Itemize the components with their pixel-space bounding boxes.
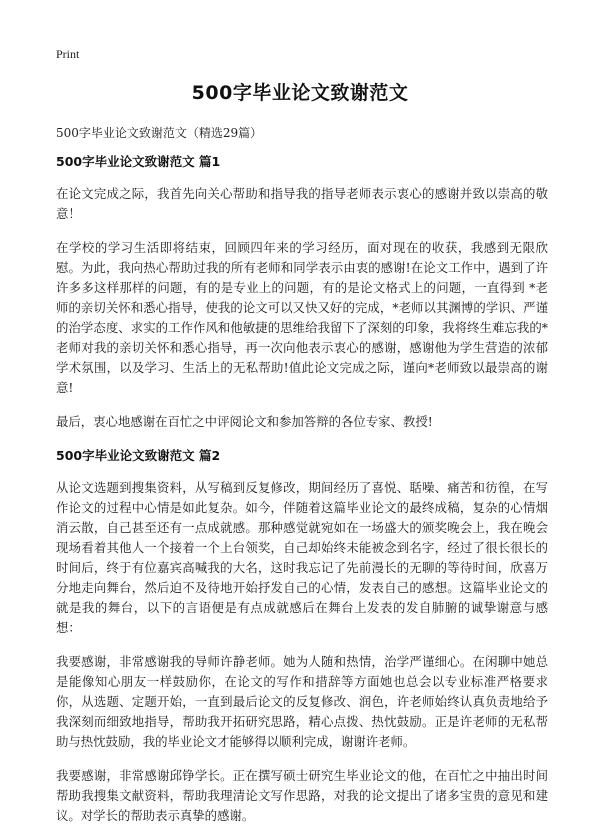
- paragraph: 我要感谢，非常感谢我的导师许静老师。她为人随和热情，治学严谨细心。在闲聊中她总是能像知心朋友一样鼓励你，在论文的写作和措辞等方面她也总会以专业标准严格要求你，从选题、定题开始，一直到最后论文的反复修改、润色，许老师始终认真负责地给予我深刻而细致地指导，帮助我开拓研究思路，精心点拨、热忱鼓励。正是许老师的无私帮助与热忱鼓励，我的毕业论文才能够得以顺利完成，谢谢许老师。: [56, 654, 548, 749]
- paragraph: 在学校的学习生活即将结束，回顾四年来的学习经历，面对现在的收获，我感到无限欣慰。为此，我向热心帮助过我的所有老师和同学表示由衷的感谢!在论文工作中，遇到了许许多多这样那样的问题，有的是专业上的问题，有的是论文格式上的问题，一直得到 *老师的亲切关怀和悉心指导，使我的论文可以又快又好的完成，*老师以其渊博的学识、严谨的治学态度、求实的工作作风和他敏捷的思维给我留下了深刻的印象，我将终生难忘我的*老师对我的亲切关怀和悉心指导，再一次向他表示衷心的感谢，感谢他为学生营造的浓郁学术氛围，以及学习、生活上的无私帮助!值此论文完成之际，谨向*老师致以最崇高的谢意!: [56, 240, 548, 395]
- print-link[interactable]: Print: [56, 47, 80, 61]
- section-1: [56, 152, 548, 432]
- paragraph: 从论文选题到搜集资料，从写稿到反复修改，期间经历了喜悦、聒噪、痛苦和彷徨，在写作论文的过程中心情是如此复杂。如今，伴随着这篇毕业论文的最终成稿，复杂的心情烟消云散，自己甚至还有一点成就感。那种感觉就宛如在一场盛大的颁奖晚会上，我在晚会现场看着其他人一个接着一个上台领奖，自己却始终未能被念到名字，经过了很长很长的时间后，终于有位嘉宾高喊我的大名，这时我忘记了先前漫长的无聊的等待时间，欣喜万分地走向舞台，然后迫不及待地开始抒发自己的心情，发表自己的感想。这篇毕业论文的就是我的舞台，以下的言语便是有点成就感后在舞台上发表的发自肺腑的诚挚谢意与感想：: [56, 480, 548, 635]
- paragraph: 最后，衷心地感谢在百忙之中评阅论文和参加答辩的各位专家、教授!: [56, 414, 433, 429]
- section-heading: 500字毕业论文致谢范文 篇1: [56, 154, 221, 169]
- page-title: 500字毕业论文致谢范文: [191, 82, 409, 104]
- page-subtitle: 500字毕业论文致谢范文（精选29篇）: [56, 126, 263, 140]
- article-body: [56, 152, 548, 840]
- section-2: [56, 446, 548, 826]
- paragraph: 在论文完成之际，我首先向关心帮助和指导我的指导老师表示衷心的感谢并致以崇高的敬意！: [56, 186, 548, 221]
- paragraph: 我要感谢，非常感谢邱铮学长。正在撰写硕士研究生毕业论文的他，在百忙之中抽出时间帮助我搜集文献资料，帮助我理清论文写作思路，对我的论文提出了诸多宝贵的意见和建议。对学长的帮助表示真挚的感谢。: [56, 768, 548, 823]
- section-heading: 500字毕业论文致谢范文 篇2: [56, 448, 221, 463]
